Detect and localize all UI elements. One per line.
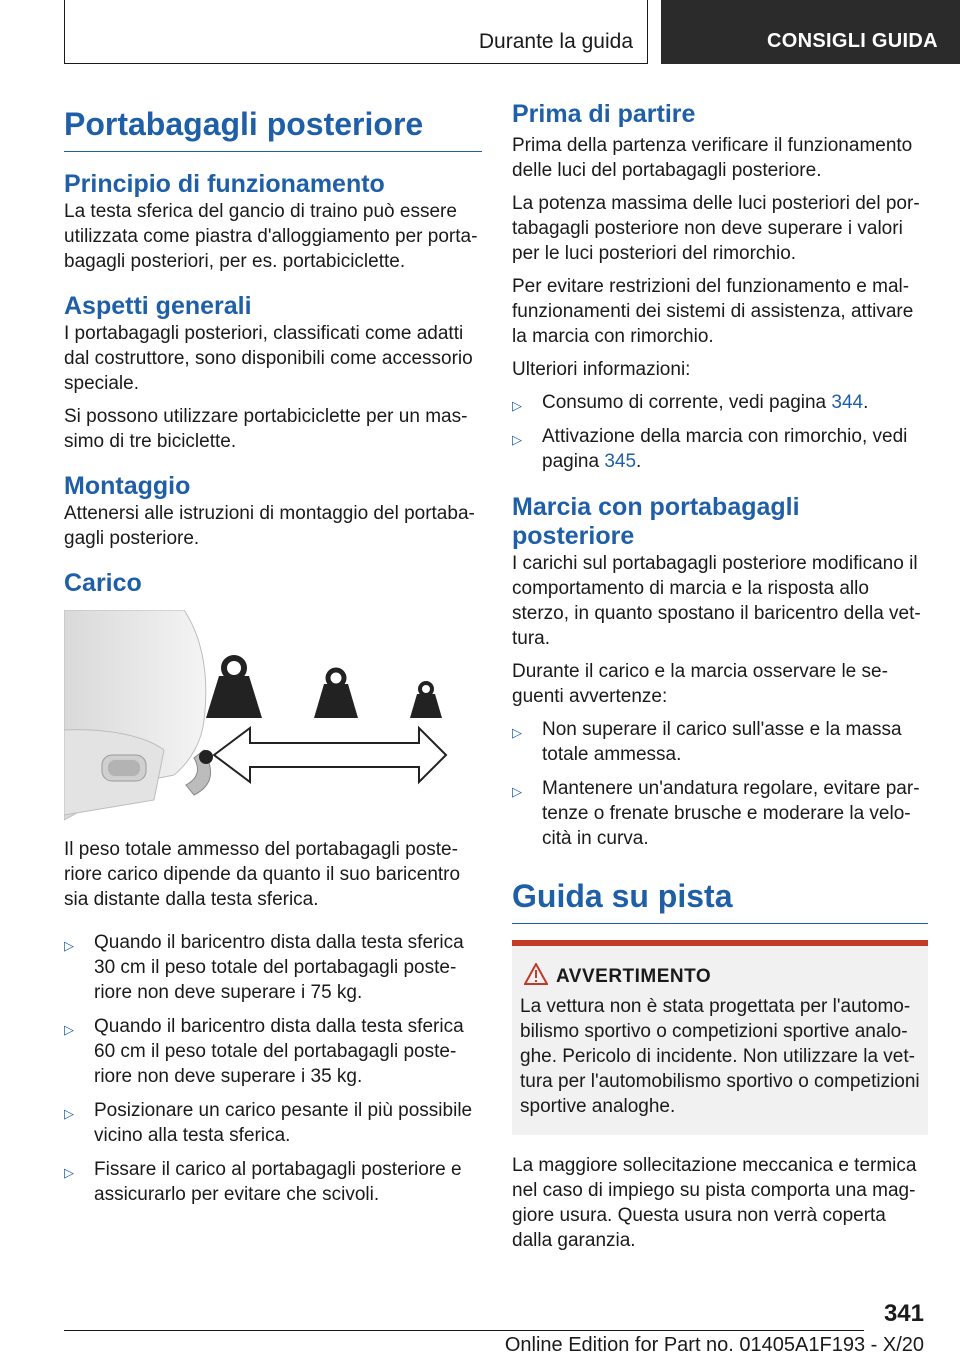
triangle-bullet-icon: ▷ (512, 398, 522, 413)
heading-aspetti: Aspetti generali (64, 292, 252, 320)
heading-prima: Prima di partire (512, 100, 696, 128)
tow-ball-shape (199, 750, 213, 764)
weight-medium-icon (314, 670, 358, 718)
text-montaggio: Attenersi alle istruzioni di montaggio del portabagagli posteriore. (64, 503, 475, 549)
text-principio: La testa sferica del gancio di traino può essere utilizzata come piastra d'alloggiamento per portabagagli posteriori, per es. portabiciclette. (64, 201, 478, 272)
list-item: ▷ Quando il baricentro dista dalla testa sferica 30 cm il peso totale del portabagagli posteriore non deve superare i 75 kg. (64, 932, 464, 1003)
weight-small-icon (410, 683, 442, 718)
warning-title: AVVERTIMENTO (520, 966, 920, 988)
triangle-bullet-icon: ▷ (64, 1106, 74, 1121)
text-prima-2: La potenza massima delle luci posteriori del portabagagli posteriore non deve superare i valori per le luci posteriori del rimorchio. (512, 193, 920, 264)
list-item: ▷ Posizionare un carico pesante il più possibile vicino alla testa sferica. (64, 1100, 473, 1146)
triangle-bullet-icon: ▷ (64, 1022, 74, 1037)
triangle-bullet-icon: ▷ (64, 938, 74, 953)
text-prima-4: Ulteriori informazioni: (512, 359, 691, 380)
list-item: ▷ Consumo di corrente, vedi pagina 344. (512, 390, 928, 415)
right-column (512, 100, 928, 1253)
left-column (64, 100, 482, 1216)
heading-montaggio: Montaggio (64, 472, 191, 500)
warning-triangle-icon (524, 963, 548, 985)
text-pista: La maggiore sollecitazione meccanica e termica nel caso di impiego su pista comporta una maggiore usura. Questa usura non verrà coperta dalla garanzia. (512, 1155, 917, 1251)
page-link-345[interactable]: 345 (604, 451, 637, 472)
section-title-pista: Guida su pista (512, 878, 928, 924)
text-prima-1: Prima della partenza verificare il funzionamento delle luci del portabagagli posteriore. (512, 135, 913, 181)
triangle-bullet-icon: ▷ (512, 784, 522, 799)
text-marcia-2: Durante il carico e la marcia osservare le seguenti avvertenze: (512, 661, 888, 707)
header-section-label: Durante la guida (478, 30, 633, 53)
text-aspetti-1: I portabagagli posteriori, classificati come adatti dal costruttore, sono disponibili come accessorio speciale. (64, 323, 473, 394)
list-item: ▷ Mantenere un'andatura regolare, evitare partenze o frenate brusche e moderare la velocità in curva. (512, 778, 920, 849)
heading-carico: Carico (64, 569, 142, 597)
text-carico: Il peso totale ammesso del portabagagli posteriore carico dipende da quanto il suo baricentro sia distante dalla testa sferica. (64, 839, 461, 910)
list-item: ▷ Fissare il carico al portabagagli posteriore e assicurarlo per evitare che scivoli. (64, 1159, 462, 1205)
carico-list (64, 930, 482, 1207)
heading-marcia: Marcia con portabagagli posteriore (512, 493, 800, 550)
triangle-bullet-icon: ▷ (512, 432, 522, 447)
header-chapter-tab (661, 0, 960, 64)
triangle-bullet-icon: ▷ (64, 1165, 74, 1180)
page-number: 341 (883, 1300, 924, 1327)
prima-list (512, 390, 928, 474)
load-illustration (64, 610, 482, 824)
weight-large-icon (206, 658, 262, 718)
header-chapter-label: CONSIGLI GUIDA (767, 30, 938, 52)
heading-principio: Principio di funzionamento (64, 170, 385, 198)
list-item: ▷ Attivazione della marcia con rimorchio, vedi pagina 345. (512, 426, 908, 472)
page-title: Portabagagli posteriore (64, 106, 482, 152)
page-link-344[interactable]: 344 (831, 392, 864, 413)
header-section-tab (64, 0, 648, 64)
footer-edition: Online Edition for Part no. 01405A1F193 - X/20 (504, 1334, 924, 1356)
warning-box (512, 940, 928, 1135)
warning-text: La vettura non è stata progettata per l'automobilismo sportivo o competizioni sportive analoghe. Pericolo di incidente. Non utilizzare la vettura per l'automobilismo sportivo o competizioni sportive analoghe. (520, 996, 920, 1117)
double-arrow-shape (214, 728, 446, 782)
text-marcia-1: I carichi sul portabagagli posteriore modificano il comportamento di marcia e la risposta allo sterzo, in quanto spostano il baricentro della vettura. (512, 553, 921, 649)
triangle-bullet-icon: ▷ (512, 725, 522, 740)
text-prima-3: Per evitare restrizioni del funzionamento e malfunzionamenti dei sistemi di assistenza, attivare la marcia con rimorchio. (512, 276, 914, 347)
list-item: ▷ Non superare il carico sull'asse e la massa totale ammessa. (512, 719, 902, 765)
text-aspetti-2: Si possono utilizzare portabiciclette per un massimo di tre biciclette. (64, 406, 468, 452)
list-item: ▷ Quando il baricentro dista dalla testa sferica 60 cm il peso totale del portabagagli posteriore non deve superare i 35 kg. (64, 1016, 464, 1087)
footer-divider (64, 1330, 864, 1331)
marcia-list (512, 717, 928, 851)
